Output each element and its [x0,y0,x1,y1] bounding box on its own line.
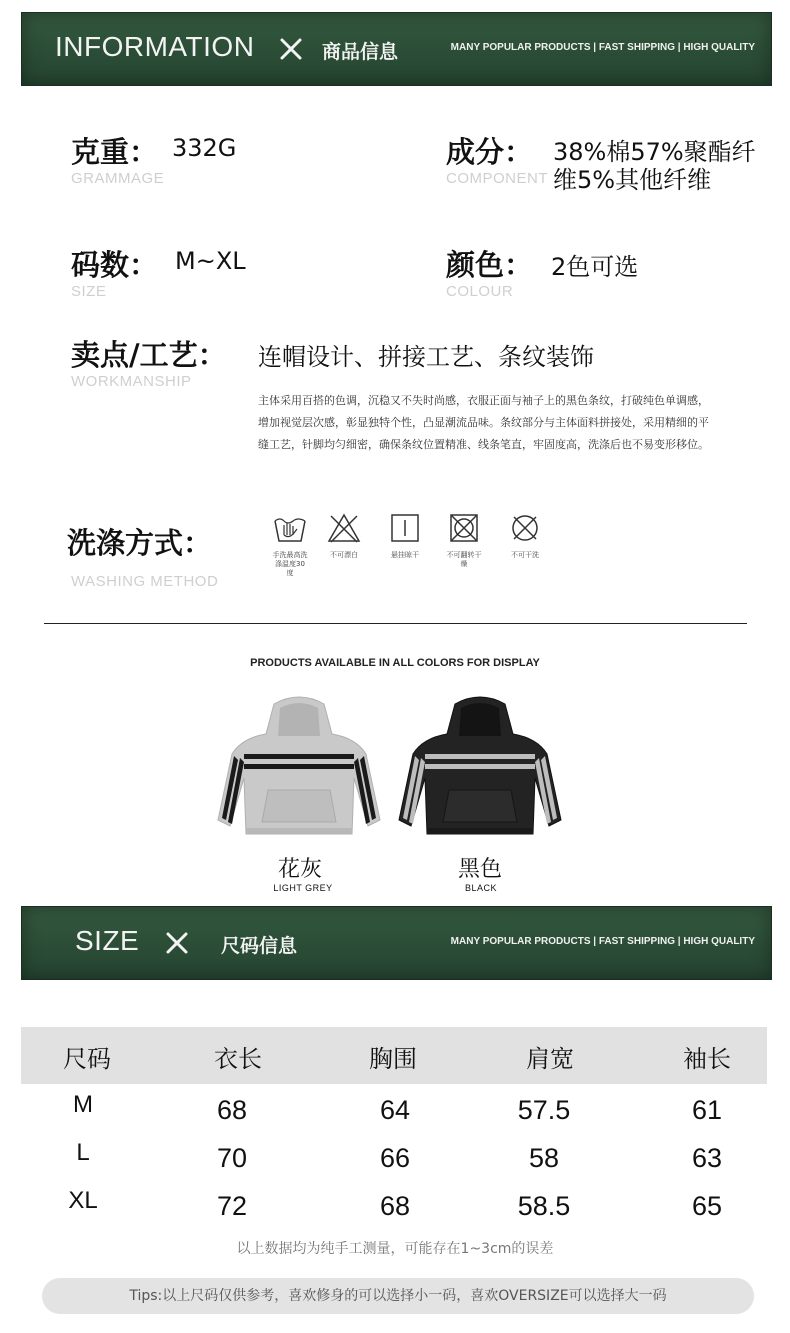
table-cell: 64 [379,1095,411,1125]
no-tumble-dry-icon [446,513,482,543]
product-description [258,390,758,456]
wash-item-hand-wash [262,513,318,578]
color-black-cn: 黑色 [457,857,502,882]
grammage-value: 332G [172,134,237,162]
table-cell: 58 [528,1143,560,1173]
color-grey-cn: 花灰 [277,857,322,882]
table-cell-size: XL [68,1187,98,1214]
table-header-cell: 袖长 [683,1045,731,1073]
size-sub: SIZE [71,283,107,300]
no-bleach-icon [326,513,362,543]
table-header-cell: 肩宽 [526,1045,574,1073]
table-header-cell: 尺码 [63,1045,111,1073]
workmanship-value: 连帽设计、拼接工艺、条纹装饰 [258,343,594,371]
section-divider [44,623,747,624]
hoodie-grey-image [216,694,382,840]
table-cell: 68 [216,1095,248,1125]
hand-wash-icon [272,513,308,543]
banner-cn-title: 商品信息 [322,41,399,63]
wash-item-no-tumble-dry [436,513,492,569]
washing-sub: WASHING METHOD [71,573,219,590]
component-value-line2: 维5%其他纤维 [553,166,712,194]
table-cell: 68 [379,1191,411,1221]
wash-caption: 不可翻转干 燥 [446,551,482,568]
wash-item-no-dry-clean [497,513,553,560]
table-row [21,1183,767,1231]
wash-item-hang-dry [377,513,433,560]
size-tips: Tips:以上尺码仅供参考，喜欢修身的可以选择小一码，喜欢OVERSIZE可以选择大一码 [42,1278,754,1314]
color-black-en: BLACK [464,883,497,893]
description-line: 增加视觉层次感，彰显独特个性，凸显潮流品味。条纹部分与主体面料拼接处，采用精细的平 [258,416,709,429]
table-cell: 58.5 [517,1191,571,1221]
colour-sub: COLOUR [446,283,514,300]
table-header-row [21,1027,767,1084]
wash-caption: 手洗最高洗 涤温度30 度 [272,551,308,577]
table-row [21,1135,767,1183]
no-dry-clean-icon [507,513,543,543]
banner-title: SIZE [75,925,140,956]
component-sub: COMPONENT [446,170,548,187]
table-cell: 66 [379,1143,411,1173]
workmanship-label: 卖点/工艺： [71,338,227,372]
colour-label: 颜色： [446,248,534,282]
wash-caption: 悬挂晾干 [391,551,419,559]
banner-title: INFORMATION [55,31,255,62]
colour-value: 2色可选 [551,253,639,281]
sparkle-cross-icon [165,931,189,955]
table-cell: 61 [691,1095,723,1125]
wash-caption: 不可漂白 [330,551,358,559]
component-label: 成分： [446,135,534,169]
size-value: M~XL [175,247,246,275]
wash-caption: 不可干洗 [511,551,539,559]
size-table [21,1027,767,1231]
table-cell: 63 [691,1143,723,1173]
workmanship-sub: WORKMANSHIP [71,373,192,390]
measurement-note: 以上数据均为纯手工测量，可能存在1~3cm的误差 [236,1241,554,1257]
table-header-cell: 衣长 [214,1045,262,1073]
description-line: 缝工艺，针脚均匀细密，确保条纹位置精准、线条笔直，牢固度高，洗涤后也不易变形移位。 [258,438,709,451]
color-grey-en: LIGHT GREY [273,883,333,893]
banner-cn-title: 尺码信息 [221,935,298,957]
hang-dry-icon [387,513,423,543]
sparkle-cross-icon [279,37,303,61]
component-value-line1: 38%棉57%聚酯纤 [553,138,756,166]
hoodie-black-image [397,694,563,840]
banner-tagline: MANY POPULAR PRODUCTS | FAST SHIPPING | HIGH QUALITY [450,936,755,947]
grammage-sub: GRAMMAGE [71,170,165,187]
table-row [21,1087,767,1135]
table-cell: 72 [216,1191,248,1221]
products-caption: PRODUCTS AVAILABLE IN ALL COLORS FOR DISPLAY [250,657,540,669]
banner-tagline: MANY POPULAR PRODUCTS | FAST SHIPPING | HIGH QUALITY [450,42,755,53]
information-banner [21,12,772,86]
table-cell: 70 [216,1143,248,1173]
table-cell-size: L [76,1139,90,1166]
table-cell: 65 [691,1191,723,1221]
grammage-label: 克重： [71,135,159,169]
size-label: 码数： [71,248,159,282]
wash-item-no-bleach [316,513,372,560]
washing-label: 洗涤方式： [67,526,213,560]
description-line: 主体采用百搭的色调，沉稳又不失时尚感，衣服正面与袖子上的黑色条纹，打破纯色单调感， [258,394,709,407]
table-header-cell: 胸围 [369,1045,417,1073]
table-cell: 57.5 [517,1095,571,1125]
size-banner [21,906,772,980]
table-cell-size: M [73,1091,93,1118]
